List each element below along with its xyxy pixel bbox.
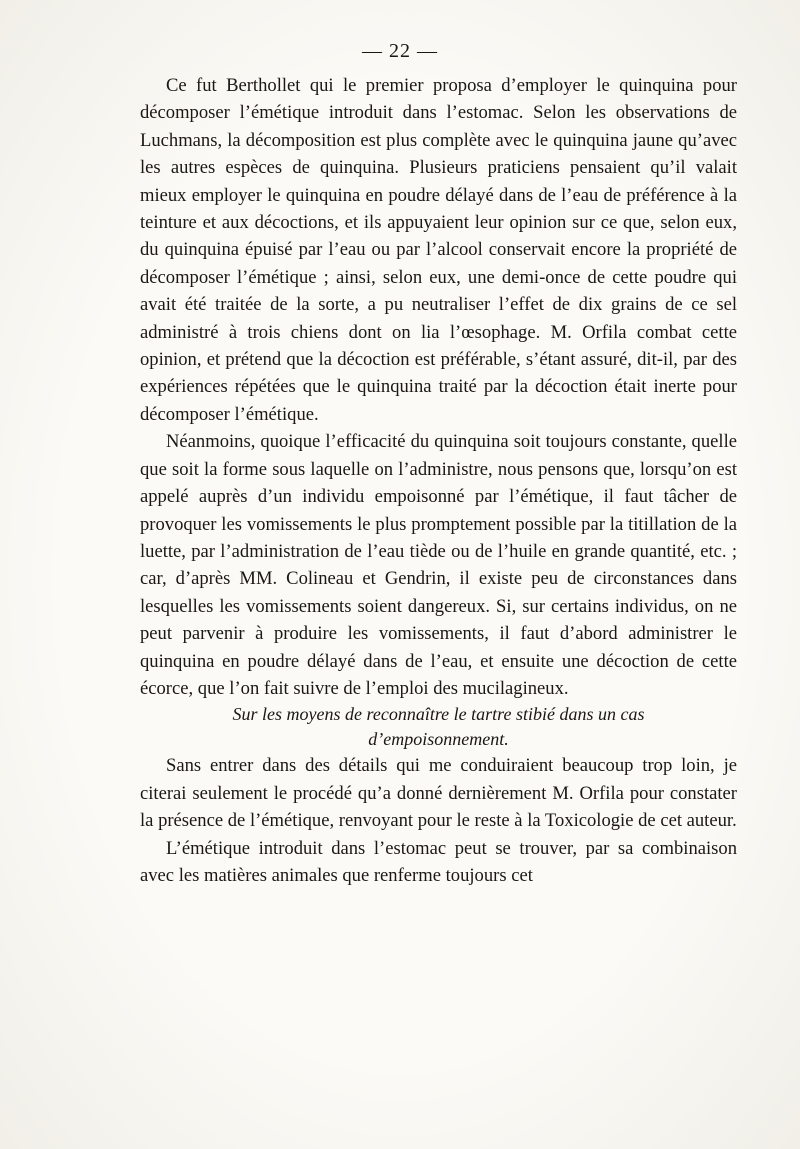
paragraph-neanmoins: Néanmoins, quoique l’efficacité du quinquina soit toujours constante, quelle que soit la forme sous laquelle on l’administre, nous pensons que, lorsqu’on est appelé auprès d’un individu empoisonné par l’émétique, il faut tâcher de provoquer les vomissements le plus promptement possible par la titillation de la luette, par l’administration de l’eau tiède ou de l’huile en grande quantité, etc. ; car, d’après MM. Colineau et Gendrin, il existe peu de circonstances dans lesquelles les vomissements soient dangereux. Si, sur certains individus, on ne peut parvenir à produire les vomissements, il faut d’abord administrer le quinquina en poudre délayé dans de l’eau, et ensuite une décoction de cette écorce, que l’on fait suivre de l’emploi des mucilagineux. xyxy=(140,431,737,699)
paragraph-berthollet: Ce fut Berthollet qui le premier proposa d’employer le quinquina pour décomposer l’émétique introduit dans l’estomac. Selon les observations de Luchmans, la décomposition est plus complète avec le quinquina jaune qu’avec les autres espèces de quinquina. Plusieurs praticiens pensaient qu’il valait mieux employer le quinquina en poudre délayé dans de l’eau de préférence à la teinture et aux décoctions, et ils appuyaient leur opinion sur ce que, selon eux, du quinquina épuisé par l’eau ou par l’alcool conservait encore la propriété de décomposer l’émétique ; ainsi, selon eux, une demi-once de cette poudre qui avait été traitée de la sorte, a pu neutraliser l’effet de dix grains de ce sel administré à trois chiens dont on lia l’œsophage. M. Orfila combat cette opinion, et prétend que la décoction est préférable, s’étant assuré, dit-il, par des expériences répétées que le quinquina traité par la décoction était inerte pour décomposer l’émétique. xyxy=(140,75,737,425)
paragraph-sans-entrer: Sans entrer dans des détails qui me conduiraient beaucoup trop loin, je citerai seulement le procédé qu’a donné dernièrement M. Orfila pour constater la présence de l’émétique, renvoyant pour le reste à la Toxicologie de cet auteur. xyxy=(140,755,737,832)
section-heading-line-1: Sur les moyens de reconnaître le tartre stibié dans un cas xyxy=(232,704,645,725)
body-text xyxy=(140,72,737,889)
section-heading-line-2: d’empoisonnement. xyxy=(368,729,509,750)
section-heading xyxy=(140,702,737,752)
paragraph-emetique: L’émétique introduit dans l’estomac peut se trouver, par sa combinaison avec les matières animales que renferme toujours cet xyxy=(140,837,737,886)
page-number: — 22 — xyxy=(362,40,438,62)
